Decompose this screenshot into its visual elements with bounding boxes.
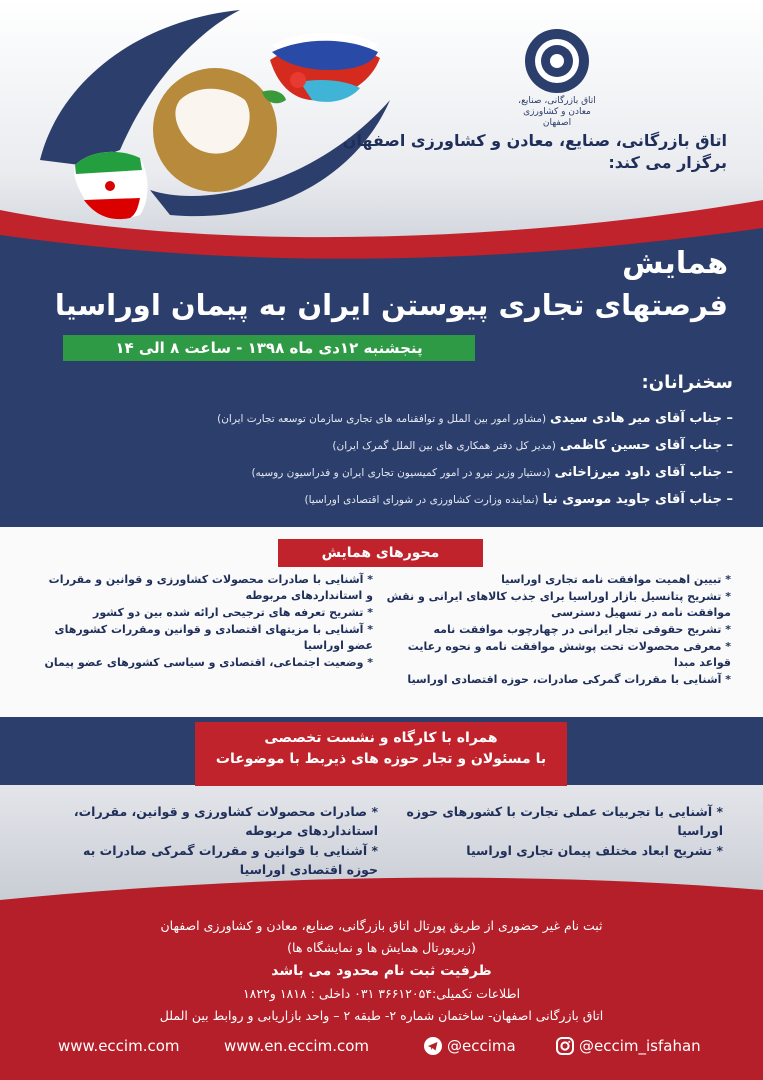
speaker-name: – جناب آقای داود میرزاخانی bbox=[554, 465, 733, 480]
logo-caption: اتاق بازرگانی، صنایع، معادن و کشاورزی اصفهان bbox=[518, 96, 596, 128]
speaker-item bbox=[53, 431, 733, 458]
organizer-line2: برگزار می کند: bbox=[608, 153, 727, 173]
instagram-handle[interactable]: @eccim_isfahan bbox=[579, 1037, 701, 1055]
speaker-role: (نماینده وزارت کشاورزی در شورای اقتصادی اوراسیا) bbox=[304, 494, 539, 506]
speaker-name: – جناب آقای حسین کاظمی bbox=[559, 438, 733, 453]
instagram-icon bbox=[556, 1037, 574, 1055]
topics-left-column bbox=[43, 572, 373, 672]
event-date-time: پنجشنبه ۱۲دی ماه ۱۳۹۸ - ساعت ۸ الی ۱۴ bbox=[63, 335, 475, 361]
workshop-line2: با مسئولان و تجار حوزه های ذیربط با موضوعات bbox=[215, 751, 547, 767]
speakers-list bbox=[53, 404, 733, 512]
website-link[interactable] bbox=[224, 1037, 369, 1055]
topic-item: * تشریح پتانسیل بازار اوراسیا برای جذب کالاهای ایرانی و نقش موافقت نامه در تسهیل دسترسی bbox=[386, 589, 731, 619]
capacity-note: ظرفیت ثبت نام محدود می باشد bbox=[271, 962, 492, 979]
topic-item: * تبیین اهمیت موافقت نامه تجاری اوراسیا bbox=[501, 573, 731, 586]
organizer-line1: اتاق بازرگانی، صنایع، معادن و کشاورزی اصفهان bbox=[342, 131, 727, 150]
workshop-item: * تشریح ابعاد مختلف پیمان تجاری اوراسیا bbox=[466, 842, 723, 858]
telegram-link[interactable] bbox=[424, 1037, 516, 1055]
topics-right-column bbox=[386, 572, 731, 689]
telegram-icon bbox=[424, 1037, 442, 1055]
workshop-right-column bbox=[393, 802, 723, 860]
registration-line2: (زیرپورتال همایش ها و نمایشگاه ها) bbox=[287, 939, 476, 955]
speaker-role: (دستیار وزیر نیرو در امور کمیسیون تجاری ایران و فدراسیون روسیه) bbox=[251, 467, 551, 479]
topic-item: * معرفی محصولات تحت پوشش موافقت نامه و نحوه رعایت قواعد مبدا bbox=[407, 639, 731, 669]
website2-text[interactable]: www.en.eccim.com bbox=[224, 1037, 370, 1055]
topic-item: * آشنایی با صادرات محصولات کشاورزی و قوانین و مقررات و استانداردهای مربوطه bbox=[48, 573, 373, 602]
workshop-item: * آشنایی با قوانین و مقررات گمرکی صادرات به حوزه اقتصادی اوراسیا bbox=[83, 842, 378, 878]
topic-item: * تشریح حقوقی تجار ایرانی در چهارچوب موافقت نامه bbox=[433, 622, 731, 636]
title-line1: همایش bbox=[622, 246, 728, 281]
speaker-item bbox=[53, 404, 733, 431]
workshop-line1: همراه با کارگاه و نشست تخصصی bbox=[264, 730, 498, 746]
workshop-banner bbox=[195, 722, 567, 786]
topic-item: * آشنایی با مقررات گمرکی صادرات، حوزه اقتصادی اوراسیا bbox=[407, 672, 731, 686]
workshop-item: * آشنایی با تجربیات عملی تجارت با کشورهای حوزه اوراسیا bbox=[406, 804, 723, 839]
speaker-item bbox=[53, 485, 733, 512]
topics-heading: محورهای همایش bbox=[278, 539, 483, 567]
topic-item: * آشنایی با مزیتهای اقتصادی و قوانین ومقررات کشورهای عضو اوراسیا bbox=[54, 622, 373, 652]
title-line2: فرصتهای تجاری پیوستن ایران به پیمان اوراسیا bbox=[54, 288, 728, 322]
speaker-item bbox=[53, 458, 733, 485]
speaker-role: (مشاور امور بین الملل و توافقنامه های تجاری سازمان توسعه تجارت ایران) bbox=[217, 413, 547, 425]
website-link[interactable] bbox=[58, 1037, 180, 1055]
speaker-name: – جناب آقای جاوید موسوی نیا bbox=[542, 492, 733, 507]
website1-text[interactable]: www.eccim.com bbox=[58, 1037, 180, 1055]
organizer-text bbox=[327, 130, 727, 175]
topic-item: * تشریح تعرفه های ترجیحی ارائه شده بین دو کشور bbox=[93, 605, 373, 619]
telegram-handle[interactable]: @eccima bbox=[447, 1037, 516, 1055]
speakers-heading: سخنرانان: bbox=[641, 372, 733, 393]
topic-item: * وضعیت اجتماعی، اقتصادی و سیاسی کشورهای عضو پیمان bbox=[44, 655, 373, 669]
chamber-logo-icon bbox=[522, 26, 592, 96]
footer-info bbox=[0, 915, 763, 1027]
registration-line1: ثبت نام غیر حضوری از طریق پورتال اتاق بازرگانی، صنایع، معادن و کشاورزی اصفهان bbox=[160, 918, 603, 933]
address: اتاق بازرگانی اصفهان- ساختمان شماره ۲- طبقه ۲ – واحد بازاریابی و روابط بین الملل bbox=[159, 1008, 604, 1024]
speaker-name: – جناب آقای میر هادی سیدی bbox=[550, 411, 733, 426]
contact-bar bbox=[0, 1033, 763, 1063]
instagram-link[interactable] bbox=[556, 1037, 701, 1055]
contact-info: اطلاعات تکمیلی:۳۶۶۱۲۰۵۴ ۰۳۱ داخلی : ۱۸۱۸ و۱۸۲۲ bbox=[242, 986, 521, 1002]
speaker-role: (مدیر کل دفتر همکاری های بین الملل گمرک ایران) bbox=[332, 440, 556, 452]
workshop-item: * صادرات محصولات کشاورزی و قوانین، مقررات، استانداردهای مربوطه bbox=[73, 804, 378, 839]
